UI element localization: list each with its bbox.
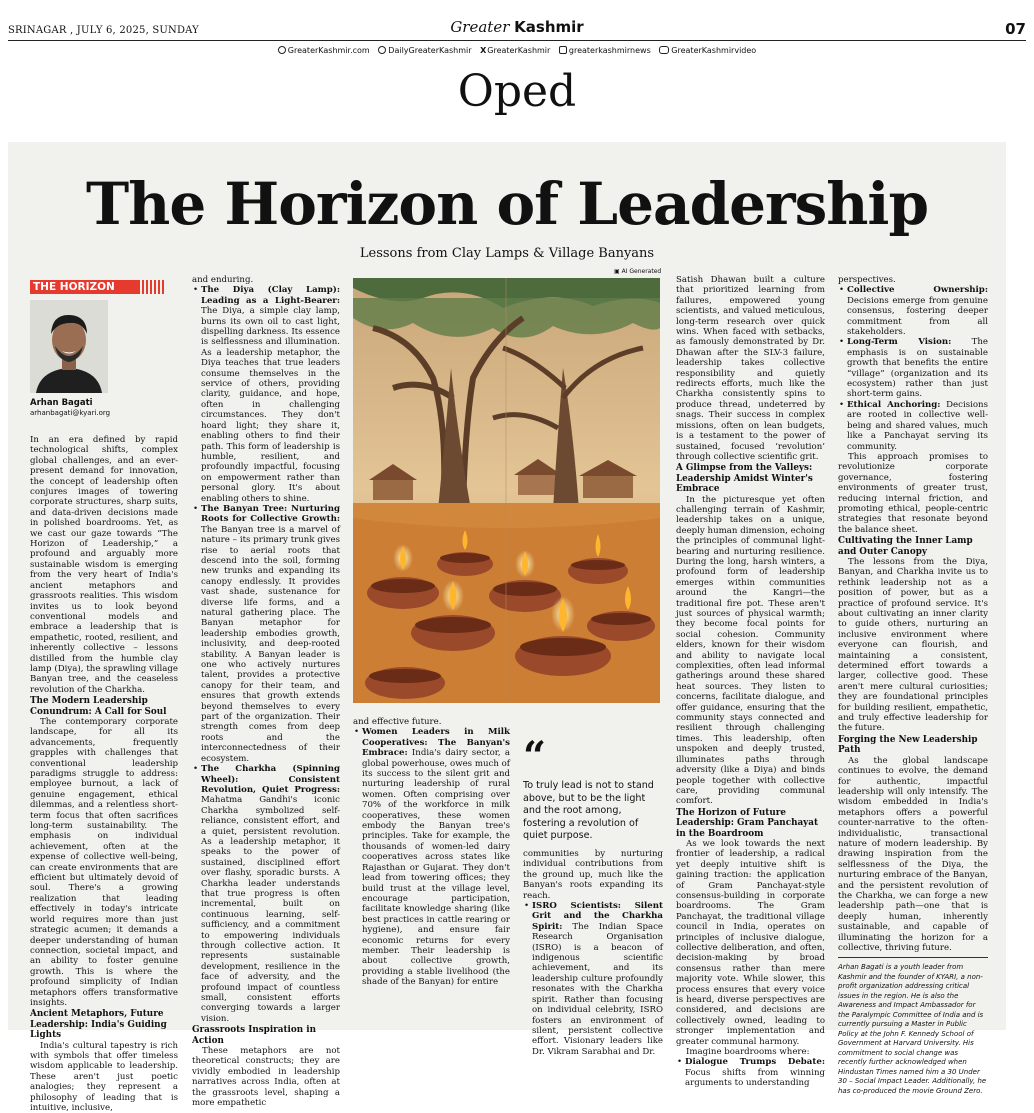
tag-stripe xyxy=(138,280,166,294)
paragraph: These metaphors are not theoretical constructs; they are vividly embodied in leadership narratives across India, often at the grassroots level, shaping a more empathetic xyxy=(192,1046,340,1109)
subheading: Grassroots Inspiration in Action xyxy=(192,1025,316,1046)
ai-generated-label: ▣ AI Generated xyxy=(614,268,662,275)
newspaper-brand[interactable] xyxy=(0,18,1034,36)
social-links xyxy=(0,46,1034,55)
paragraph: In an era defined by rapid technological shifts, complex global challenges, and an ever-present demand for innovation, the concept of leadership often conjures images of towering corporate structures, sharp suits, and data-driven decisions made in polished boardrooms. Yet, as we cast our gaze towards “The Horizon of Leadership,” a profound and arguably more sustainable wisdom is emerging from the very heart of India's ancient metaphors and grassroots realities. This wisdom invites us to look beyond conventional models and embrace a leadership that is empathetic, rooted, resilient, and inherently collective – lessons distilled from the humble clay lamp (Diya), the sprawling village Banyan tree, and the ceaseless revolution of the Charkha. xyxy=(30,435,178,695)
instagram-icon xyxy=(559,46,567,54)
article-panel xyxy=(8,142,1006,1113)
boardroom-list xyxy=(838,285,988,452)
list-item: • ISRO Scientists: Silent Grit and the Charkha Spirit: The Indian Space Research Organisation (ISRO) is a beacon of indigenous scientific achievement, and its leadership culture profoundly resonates with the Charkha spirit. Rather than focusing on individual celebrity, ISRO fosters an environment of silent, persistent collective effort. Visionary leaders like Dr. Vikram Sarabhai and Dr. xyxy=(523,901,663,1057)
issue-date: SRINAGAR , JULY 6, 2025, SUNDAY xyxy=(8,25,199,36)
subheading: The Horizon of Future Leadership: Gram Panchayat in the Boardroom xyxy=(676,807,819,839)
author-photo xyxy=(30,300,108,393)
masthead-rule xyxy=(8,40,1026,41)
pull-quote-text: To truly lead is not to stand above, but to be the light and the root among, fostering a revolution of quiet purpose. xyxy=(523,780,654,841)
paragraph: The contemporary corporate landscape, for all its advancements, frequently grapples with challenges that conventional leadership paradigms struggle to address: employee burnout, a lack of genuine engagement, ethical dilemmas, and a relentless short-term focus that often sacrifices long-term sustainability. The emphasis on individual achievement, often at the expense of collective well-being, can create environments that are efficient but ultimately devoid of soul. There's a growing realization that leading effectively in today's intricate world requires more than just strategic acumen; it demands a deeper understanding of human connection, societal impact, and an ability to foster genuine growth. This is where the profound simplicity of Indian metaphors offers transformative insights. xyxy=(30,716,178,1008)
metaphor-list xyxy=(192,285,340,1024)
quote-mark-icon: “ xyxy=(523,733,547,780)
list-item: • Long-Term Vision: The emphasis is on sustainable growth that benefits the entire “village” (organization and its ecosystem) rather than just short-term gains. xyxy=(838,337,988,399)
youtube-icon xyxy=(659,46,669,54)
subheading: The Modern Leadership Conundrum: A Call for Soul xyxy=(30,696,167,717)
paragraph: communities by nurturing individual contributions from the ground up, much like the Banyan's roots expanding its reach. xyxy=(523,849,663,901)
social-website[interactable]: GreaterKashmir.com xyxy=(278,46,370,55)
social-instagram[interactable]: greaterkashmirnews xyxy=(559,46,651,55)
paragraph: This approach promises to revolutionize corporate governance, fostering environments of greater trust, reducing internal friction, and promoting ethical, people-centric strategies that resonate beyond the balance sheet. xyxy=(838,451,988,535)
boardroom-list xyxy=(676,1057,825,1088)
paragraph: In the picturesque yet often challenging terrain of Kashmir, leadership takes on a unique, deeply human dimension, echoing the principles of communal light-bearing and nurturing resilience. During the long, harsh winters, a profound form of leadership emerges within communities around the Kangri—the traditional fire pot. These aren't just sources of physical warmth; they become focal points for social cohesion. Community elders, known for their wisdom and ability to navigate local complexities, often lead informal gatherings around these shared heat sources. They listen to concerns, facilitate dialogue, and offer guidance, ensuring that the community stays connected and resilient through challenging times. This leadership, often unspoken and deeply trusted, illuminates paths through adversity (like a Diya) and binds people together with collective care, providing communal comfort. xyxy=(676,494,825,807)
column-4 xyxy=(523,849,663,1057)
list-item: • The Banyan Tree: Nurturing Roots for Collective Growth: The Banyan tree is a marvel of nature – its primary trunk gives rise to aerial roots that descend into the soil, forming new trunks and expanding its canopy endlessly. It provides vast shade, sustenance for diverse life forms, and a natural gathering place. The Banyan metaphor for leadership embodies growth, inclusivity, and deep-rooted stability. A Banyan leader is one who actively nurtures talent, provides a protective canopy for their team, and ensures that growth extends beyond themselves to every part of the organization. Their strength comes from deep roots and the interconnectedness of their ecosystem. xyxy=(192,504,340,764)
author-bio: Arhan Bagati is a youth leader from Kashmir and the founder of KYARI, a non-profit organization addressing critical issues in the region. He is also the Awareness and Impact Ambassador for the Paralympic Committee of India and is currently pursuing a Master in Public Policy at the John F. Kennedy School of Government at Harvard University. His commitment to social change was recently further acknowledged when Hindustan Times named him a 30 Under 30 – Social Impact Leader. Additionally, he has co-produced the movie Ground Zero. xyxy=(838,963,987,1095)
paragraph: India's cultural tapestry is rich with symbols that offer timeless wisdom applicable to leadership. These aren't just poetic analogies; they represent a philosophy of leading that is intuitive, inclusive, xyxy=(30,1040,178,1113)
x-icon: X xyxy=(480,46,487,55)
subheading: A Glimpse from the Valleys: Leadership Amidst Winter's Embrace xyxy=(676,463,813,495)
column-3 xyxy=(353,717,510,988)
column-5 xyxy=(676,275,825,1089)
paragraph: and enduring. xyxy=(192,275,254,285)
paragraph: Imagine boardrooms where: xyxy=(686,1047,810,1058)
example-list xyxy=(523,901,663,1057)
social-x[interactable]: XGreaterKashmir xyxy=(480,46,551,55)
globe-icon xyxy=(278,46,286,54)
column-1 xyxy=(30,435,178,1113)
subheading: Forging the New Leadership Path xyxy=(838,734,978,756)
brand-bold: Kashmir xyxy=(514,18,584,36)
list-item: • Dialogue Trumps Debate: Focus shifts from winning arguments to understanding xyxy=(676,1057,825,1088)
list-item: • Collective Ownership: Decisions emerge from genuine consensus, fostering deeper commitment from all stakeholders. xyxy=(838,285,988,337)
subheading: Cultivating the Inner Lamp and Outer Canopy xyxy=(838,536,973,557)
list-item: • The Diya (Clay Lamp): Leading as a Light-Bearer: The Diya, a simple clay lamp, burns its own oil to cast light, dispelling darkness. Its essence is selflessness and illumination. As a leadership metaphor, the Diya teaches that true leaders consume themselves in the service of others, providing clarity, guidance, and hope, often in challenging circumstances. They don't hoard light; they share it, enabling others to find their path. This form of leadership is humble, resilient, and profoundly impactful, focusing on empowerment rather than personal glory. It's about enabling others to shine. xyxy=(192,285,340,504)
author-name: Arhan Bagati xyxy=(30,398,93,408)
article-headline: The Horizon of Leadership xyxy=(86,170,928,238)
paragraph: As we look towards the next frontier of leadership, a radical yet deeply intuitive shift is gaining traction: the application of Gram Panchayat-style consensus-building in corporate boardrooms. The Gram Panchayat, the traditional village council in India, operates on principles of inclusive dialogue, collective deliberation, and often, decision-making by broad consensus rather than mere majority vote. While slower, this process ensures that every voice is heard, diverse perspectives are considered, and decisions are collectively owned, leading to stronger implementation and greater communal harmony. xyxy=(676,838,825,1047)
column-2 xyxy=(192,275,340,1109)
paragraph: As the global landscape continues to evolve, the demand for authentic, impactful leadership will only intensify. The wisdom embedded in India's metaphors offers a powerful counter-narrative to the often-individualistic, transactional nature of modern leadership. By drawing inspiration from the selflessness of the Diya, the nurturing embrace of the Banyan, and the persistent revolution of the Charkha, we can forge a new leadership path—one that is deeply human, inherently sustainable, and capable of illuminating the horizon for a collective, thriving future. xyxy=(838,755,988,953)
column-tag: THE HORIZON xyxy=(30,280,138,294)
social-facebook[interactable]: DailyGreaterKashmir xyxy=(378,46,471,55)
social-youtube[interactable]: GreaterKashmirvideo xyxy=(659,46,756,55)
example-list xyxy=(353,727,510,987)
brand-italic: Greater xyxy=(450,18,510,36)
list-item: • Ethical Anchoring: Decisions are rooted in collective well-being and shared values, much like a Panchayat serving its community. xyxy=(838,400,988,452)
list-item: • Women Leaders in Milk Cooperatives: The Banyan's Embrace: India's dairy sector, a global powerhouse, owes much of its success to the silent grit and nurturing leadership of rural women. Often comprising over 70% of the workforce in milk cooperatives, these women embody the Banyan tree's principles. Take for example, the thousands of women-led dairy cooperatives across states like Rajasthan or Gujarat. They don't lead from towering offices; they build trust at the village level, encourage participation, facilitate knowledge sharing (like best practices in cattle rearing or hygiene), and ensure fair economic returns for every member. Their leadership is about collective growth, providing a stable livelihood (the shade of the Banyan) for entire xyxy=(353,727,510,987)
section-title: Oped xyxy=(457,66,577,117)
diya-banyan-illustration xyxy=(353,278,660,703)
list-item: • The Charkha (Spinning Wheel): Consistent Revolution, Quiet Progress: Mahatma Gandhi's iconic Charkha symbolized self-reliance, consistent effort, and a quiet, persistent revolution. As a leadership metaphor, it speaks to the power of sustained, disciplined effort over flashy, sporadic bursts. A Charkha leader understands that true progress is often incremental, built on continuous learning, self-sufficiency, and a commitment to empowering individuals through collective action. It represents sustainable development, resilience in the face of adversity, and the profound impact of countless small, consistent efforts converging towards a larger vision. xyxy=(192,764,340,1024)
page-number: 07 xyxy=(1005,20,1026,38)
facebook-icon xyxy=(378,46,386,54)
pull-quote xyxy=(523,733,663,843)
masthead xyxy=(0,0,1034,140)
bio-divider xyxy=(838,957,988,958)
paragraph: and effective future. xyxy=(353,717,442,727)
column-6 xyxy=(838,275,988,1096)
article-subhead: Lessons from Clay Lamps & Village Banyans xyxy=(359,246,655,261)
paragraph: The lessons from the Diya, Banyan, and Charkha invite us to rethink leadership not as a position of power, but as a practice of profound service. It's about cultivating an inner clarity to guide others, nurturing an inclusive environment where everyone can flourish, and maintaining a consistent, determined effort towards a larger, collective good. These aren't mere cultural curiosities; they are foundational principles for building resilient, empathetic, and truly effective leadership for the future. xyxy=(838,556,988,734)
paragraph: perspectives. xyxy=(838,275,896,285)
subheading: Ancient Metaphors, Future Leadership: India's Guiding Lights xyxy=(30,1009,167,1041)
author-email[interactable]: arhanbagati@kyari.org xyxy=(30,409,111,417)
paragraph: Satish Dhawan built a culture that prioritized learning from failures, empowered young scientists, and valued meticulous, long-term research over quick wins. When faced with setbacks, as famously demonstrated by Dr. Dhawan after the SLV-3 failure, leadership takes collective responsibility and quietly redirects efforts, much like the Charkha consistently spins to produce thread, undeterred by snags. Their success in complex missions, often on lean budgets, is a testament to the power of sustained, focused ‘revolution’ through collective scientific grit. xyxy=(676,275,825,462)
